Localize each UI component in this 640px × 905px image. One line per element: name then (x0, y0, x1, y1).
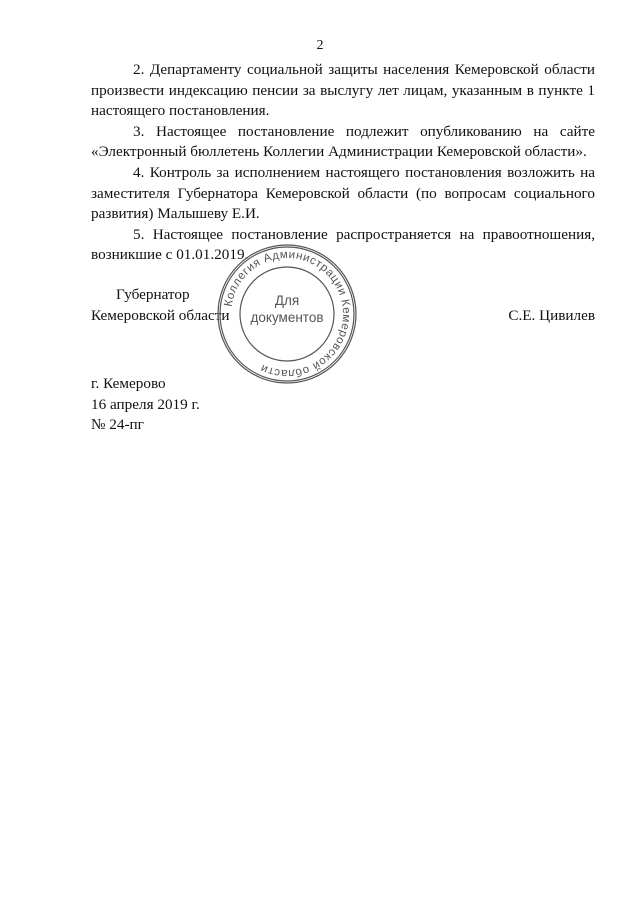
stamp-ring-text: Коллегия Администрации Кемеровской области (222, 248, 353, 380)
document-footer (91, 374, 200, 436)
paragraph-2: 2. Департаменту социальной защиты населения Кемеровской области произвести индексацию пенсии за выслугу лет лицам, указанным в пункте 1 настоящего постановления. (91, 61, 595, 120)
paragraph-5: 5. Настоящее постановление распространяется на правоотношения, возникшие с 01.01.2019. (91, 225, 595, 264)
page-number: 2 (316, 38, 324, 53)
stamp-center-line1: Для (274, 293, 300, 308)
paragraph-4: 4. Контроль за исполнением настоящего постановления возложить на заместителя Губернатора Кемеровской области (по вопросам социального развития) Малышеву Е.И. (91, 163, 595, 223)
document-number: № 24-пг (91, 416, 144, 434)
document-body (91, 60, 595, 266)
document-city: г. Кемерово (91, 375, 166, 392)
signer-title-line1: Губернатор (116, 286, 190, 303)
document-date: 16 апреля 2019 г. (91, 395, 200, 413)
signer-title-line2: Кемеровской области (91, 307, 230, 324)
signer-name: С.Е. Цивилев (508, 307, 595, 324)
stamp-center-line2: документов (250, 310, 324, 325)
paragraph-3: 3. Настоящее постановление подлежит опубликованию на сайте «Электронный бюллетень Коллегии Администрации Кемеровской области». (91, 122, 595, 161)
official-seal-stamp (216, 243, 358, 385)
